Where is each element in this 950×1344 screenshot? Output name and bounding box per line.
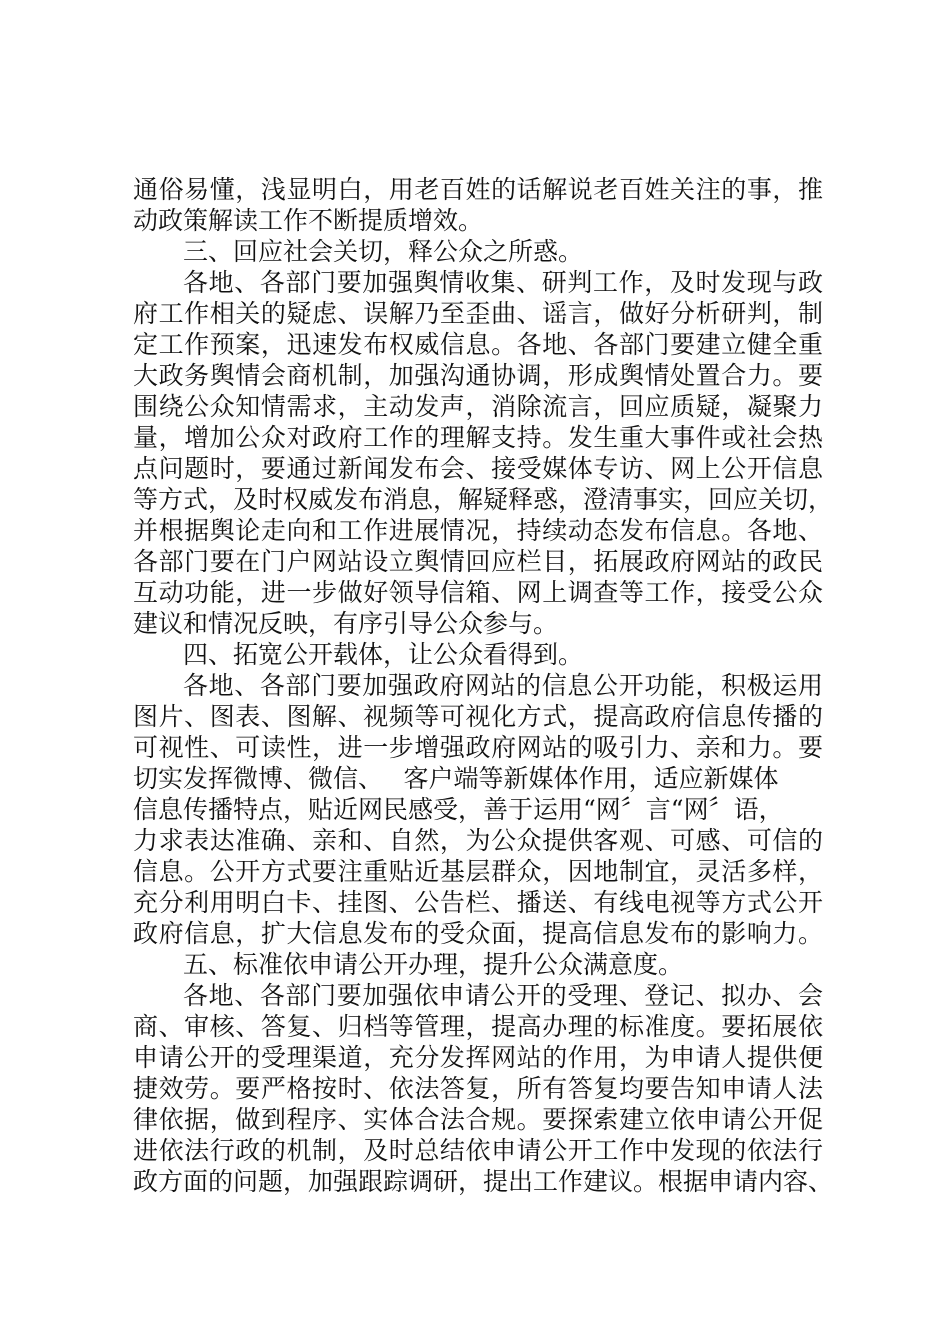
text-line: 力求表达准确、亲和、自然，为公众提供客观、可感、可信的 [133, 826, 823, 855]
text-line: 定工作预案，迅速发布权威信息。各地、各部门要建立健全重 [133, 330, 823, 359]
text-line: 图片、图表、图解、视频等可视化方式，提高政府信息传播的 [133, 702, 823, 731]
text-line: 各地、各部门要加强政府网站的信息公开功能，积极运用 [183, 671, 823, 700]
text-line: 捷效劳。要严格按时、依法答复，所有答复均要告知申请人法 [133, 1074, 823, 1103]
text-line: 动政策解读工作不断提质增效。 [133, 206, 484, 235]
text-line: 可视性、可读性，进一步增强政府网站的吸引力、亲和力。要 [133, 733, 823, 762]
text-line: 充分利用明白卡、挂图、公告栏、播送、有线电视等方式公开 [133, 888, 823, 917]
text-line: 政方面的问题，加强跟踪调研，提出工作建议。根据申请内容、 [133, 1167, 834, 1196]
text-line: 三、回应社会关切，释公众之所惑。 [183, 237, 584, 266]
text-line: 四、拓宽公开载体，让公众看得到。 [183, 640, 584, 669]
text-line: 信息传播特点，贴近网民感受，善于运用“网〞言“网〞语， [133, 795, 784, 824]
document-page [133, 174, 834, 1197]
text-line: 信息。公开方式要注重贴近基层群众，因地制宜，灵活多样， [133, 857, 823, 886]
text-line: 各部门要在门户网站设立舆情回应栏目，拓展政府网站的政民 [133, 547, 823, 576]
text-line: 等方式，及时权威发布消息，解疑释惑，澄清事实，回应关切， [133, 485, 834, 514]
text-line: 互动功能，进一步做好领导信箱、网上调查等工作，接受公众 [133, 578, 823, 607]
text-line: 点问题时，要通过新闻发布会、接受媒体专访、网上公开信息 [133, 454, 823, 483]
text-line: 围绕公众知情需求，主动发声，消除流言，回应质疑，凝聚力 [133, 392, 823, 421]
text-line: 并根据舆论走向和工作进展情况，持续动态发布信息。各地、 [133, 516, 823, 545]
text-line: 通俗易懂，浅显明白，用老百姓的话解说老百姓关注的事，推 [133, 175, 823, 204]
text-line: 五、标准依申请公开办理，提升公众满意度。 [183, 950, 684, 979]
text-line: 各地、各部门要加强依申请公开的受理、登记、拟办、会 [183, 981, 823, 1010]
text-line: 切实发挥微博、微信、 客户端等新媒体作用，适应新媒体 [133, 764, 779, 793]
text-line: 建议和情况反映，有序引导公众参与。 [133, 609, 559, 638]
text-line: 进依法行政的机制，及时总结依申请公开工作中发现的依法行 [133, 1136, 823, 1165]
text-line: 律依据，做到程序、实体合法合规。要探索建立依申请公开促 [133, 1105, 823, 1134]
text-line: 商、审核、答复、归档等管理，提高办理的标准度。要拓展依 [133, 1012, 823, 1041]
text-line: 政府信息，扩大信息发布的受众面，提高信息发布的影响力。 [133, 919, 823, 948]
text-line: 大政务舆情会商机制，加强沟通协调，形成舆情处置合力。要 [133, 361, 823, 390]
text-line: 量，增加公众对政府工作的理解支持。发生重大事件或社会热 [133, 423, 823, 452]
text-line: 申请公开的受理渠道，充分发挥网站的作用，为申请人提供便 [133, 1043, 823, 1072]
text-line: 府工作相关的疑虑、误解乃至歪曲、谣言，做好分析研判，制 [133, 299, 823, 328]
text-line: 各地、各部门要加强舆情收集、研判工作，及时发现与政 [183, 268, 823, 297]
